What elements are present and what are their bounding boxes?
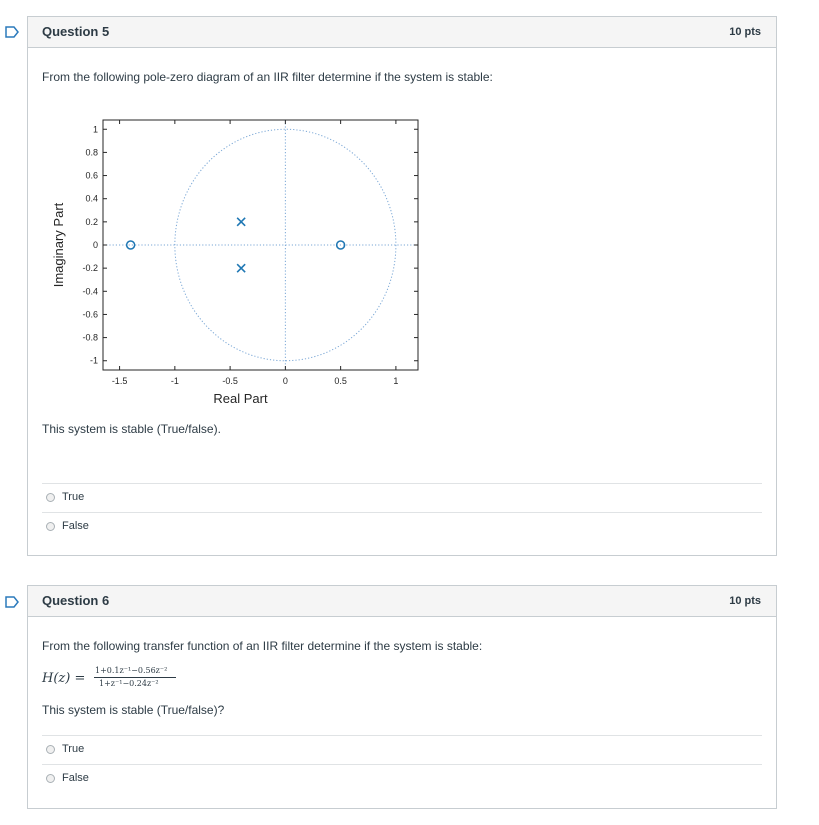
flag-question-icon[interactable] xyxy=(5,26,19,38)
equation-numerator: 1+0.1z⁻¹−0.56z⁻² xyxy=(95,666,168,675)
answer-label: False xyxy=(62,772,89,784)
y-tick-label: 0.6 xyxy=(85,170,98,181)
y-tick-label: 0.8 xyxy=(85,147,98,158)
flag-question-icon[interactable] xyxy=(5,596,19,608)
answer-label: False xyxy=(62,520,89,532)
pole-zero-plot xyxy=(43,112,443,412)
radio-true[interactable] xyxy=(46,493,55,502)
question-6-card xyxy=(27,585,777,809)
radio-true[interactable] xyxy=(46,745,55,754)
y-axis-label: Imaginary Part xyxy=(51,202,66,288)
y-tick-label: 0 xyxy=(92,240,98,250)
x-tick-label: -1 xyxy=(170,376,179,386)
answer-label: True xyxy=(62,743,85,755)
y-tick-label: -0.8 xyxy=(82,332,98,343)
y-tick-label: 0.2 xyxy=(85,216,98,227)
equation-denominator: 1+z⁻¹−0.24z⁻² xyxy=(99,679,159,688)
answer-false[interactable] xyxy=(42,512,762,541)
answer-false[interactable] xyxy=(42,764,762,793)
answer-true[interactable] xyxy=(42,735,762,764)
y-tick-label: -0.4 xyxy=(82,286,98,297)
equation-lhs: H(z) = xyxy=(42,671,86,686)
question-title: Question 5 xyxy=(42,24,110,39)
answer-true[interactable] xyxy=(42,483,762,512)
question-title: Question 6 xyxy=(42,593,110,608)
x-tick-label: -1.5 xyxy=(111,376,128,386)
question-prompt: From the following transfer function of an IIR filter determine if the system is stable: xyxy=(42,639,483,653)
x-tick-label: 1 xyxy=(393,376,399,386)
question-points: 10 pts xyxy=(729,26,761,38)
x-tick-label: 0.5 xyxy=(334,376,347,386)
question-prompt: From the following pole-zero diagram of an IIR filter determine if the system is stable: xyxy=(42,70,493,84)
y-tick-label: -0.6 xyxy=(82,309,98,320)
question-points: 10 pts xyxy=(729,595,761,607)
question-statement: This system is stable (True/false)? xyxy=(42,703,225,717)
answer-list xyxy=(42,483,762,541)
fraction-bar xyxy=(94,677,176,678)
y-tick-label: -0.2 xyxy=(82,263,98,274)
x-axis-label: Real Part xyxy=(213,391,268,406)
answer-label: True xyxy=(62,491,85,503)
y-tick-label: 1 xyxy=(92,124,98,135)
x-tick-label: -0.5 xyxy=(222,376,238,386)
radio-false[interactable] xyxy=(46,774,55,783)
y-tick-label: -1 xyxy=(89,355,98,366)
question-statement: This system is stable (True/false). xyxy=(42,422,221,436)
question-6-header xyxy=(28,586,776,617)
x-tick-label: 0 xyxy=(282,376,288,386)
transfer-function-equation xyxy=(42,666,242,694)
question-5-card xyxy=(27,16,777,556)
answer-list xyxy=(42,735,762,793)
question-5-header xyxy=(28,17,776,48)
radio-false[interactable] xyxy=(46,522,55,531)
y-tick-label: 0.4 xyxy=(85,193,98,204)
